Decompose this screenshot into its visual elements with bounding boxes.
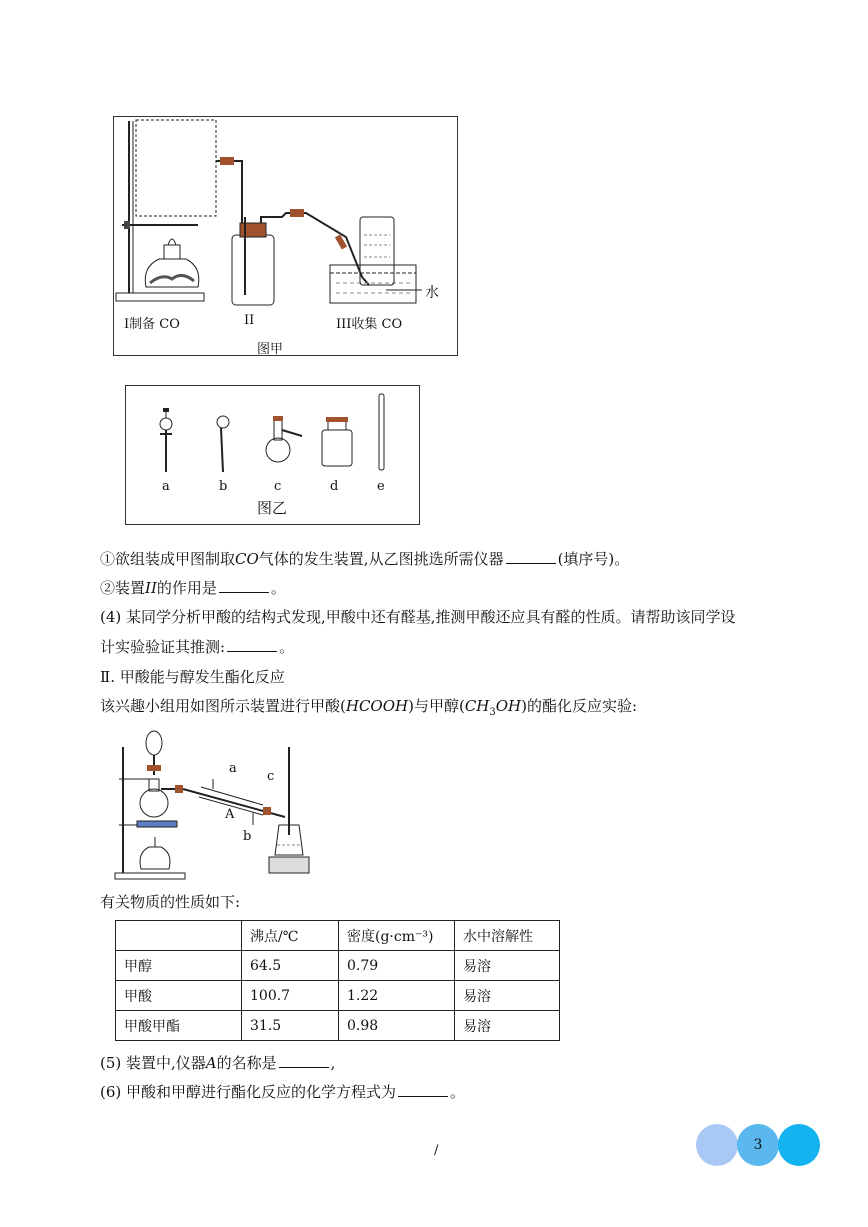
label-e: e: [377, 479, 385, 494]
decor-circle-right: [778, 1124, 820, 1166]
table-cell: 31.5: [242, 1011, 339, 1041]
question-2: ②装置II的作用是 。: [100, 579, 286, 597]
label-outlet-b: b: [243, 829, 252, 844]
table-cell: 100.7: [242, 981, 339, 1011]
label-water: 水: [425, 285, 439, 301]
properties-table: [115, 920, 560, 1041]
answer-blank[interactable]: [506, 549, 556, 564]
table-header: 水中溶解性: [455, 921, 560, 951]
table-row: [116, 1011, 560, 1041]
table-cell: 易溶: [455, 1011, 560, 1041]
decor-circle-left: [696, 1124, 738, 1166]
label-inlet-a: a: [229, 761, 237, 776]
question-4-line1: (4) 某同学分析甲酸的结构式发现,甲酸中还有醛基,推测甲酸还应具有醛的性质。请帮助该同学设: [100, 608, 736, 626]
esterification-drawing: [113, 727, 323, 882]
table-cell: 甲酸: [116, 981, 242, 1011]
section-heading: Ⅱ. 甲酸能与醇发生酯化反应: [100, 668, 285, 686]
table-header: [116, 921, 242, 951]
intro-text: 该兴趣小组用如图所示装置进行甲酸(HCOOH)与甲醇$(CH_3OH)$的酯化反应实验:: [100, 697, 638, 718]
figure-yi: [125, 385, 420, 525]
answer-blank[interactable]: [398, 1082, 448, 1097]
label-A: A: [225, 807, 235, 822]
table-cell: 0.79: [339, 951, 455, 981]
question-4-line2: 计实验验证其推测: 。: [100, 638, 295, 656]
figure-yi-caption: 图乙: [257, 499, 288, 517]
label-apparatus-3: III收集 CO: [336, 317, 403, 332]
question-5: (5) 装置中,仪器A的名称是 ,: [100, 1054, 336, 1072]
table-cell: 易溶: [455, 981, 560, 1011]
label-c: c: [274, 479, 282, 494]
label-apparatus-2: II: [244, 313, 255, 328]
table-header-row: [116, 921, 560, 951]
answer-blank[interactable]: [279, 1053, 329, 1068]
page-number: 3: [753, 1137, 763, 1153]
figure-jia-caption: 图甲: [257, 342, 284, 357]
figure-jia: [113, 116, 458, 356]
question-1: ①欲组装成甲图制取CO气体的发生装置,从乙图挑选所需仪器 (填序号)。: [100, 550, 630, 568]
table-header: 密度(g·cm⁻³): [339, 921, 455, 951]
label-b: b: [219, 479, 228, 494]
label-a: a: [162, 479, 170, 494]
question-6: (6) 甲酸和甲醇进行酯化反应的化学方程式为 。: [100, 1083, 466, 1101]
table-cell: 甲酸甲酯: [116, 1011, 242, 1041]
table-cell: 64.5: [242, 951, 339, 981]
table-header: 沸点/℃: [242, 921, 339, 951]
footer-slash: /: [434, 1143, 439, 1158]
label-apparatus-1: I制备 CO: [124, 317, 180, 332]
props-intro: 有关物质的性质如下:: [100, 893, 241, 911]
table-cell: 甲醇: [116, 951, 242, 981]
table-row: [116, 981, 560, 1011]
table-row: [116, 951, 560, 981]
table-cell: 1.22: [339, 981, 455, 1011]
label-d: d: [330, 479, 339, 494]
answer-blank[interactable]: [227, 637, 277, 652]
answer-blank[interactable]: [219, 578, 269, 593]
esterification-apparatus: [113, 727, 323, 882]
label-c: c: [267, 769, 275, 784]
table-cell: 易溶: [455, 951, 560, 981]
table-cell: 0.98: [339, 1011, 455, 1041]
